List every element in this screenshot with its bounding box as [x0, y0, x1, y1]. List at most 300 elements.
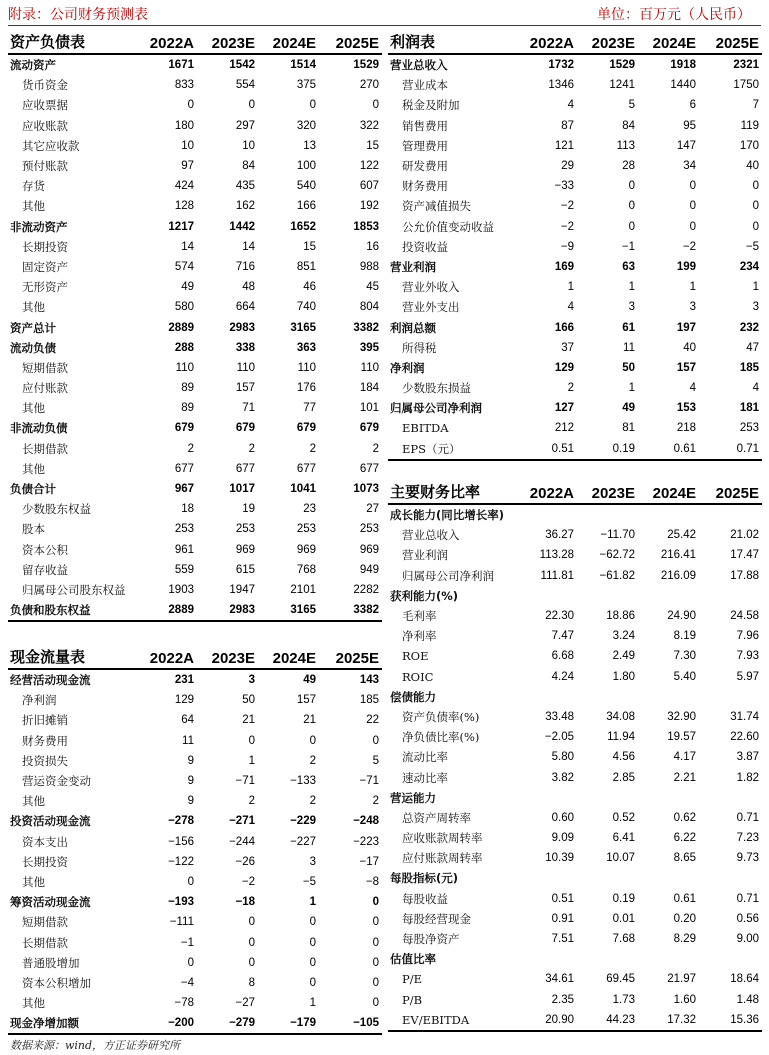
row-label: 成长能力(同比增长率)	[390, 508, 505, 523]
row-label: 每股经营现金	[402, 911, 471, 926]
row-value: 21	[242, 714, 255, 727]
row-value	[577, 788, 638, 808]
row-value	[638, 687, 699, 707]
row-label: 经营活动现金流	[10, 673, 91, 688]
table-row	[8, 973, 382, 993]
row-value: 17.47	[730, 549, 759, 562]
row-value: 1	[567, 281, 574, 294]
row-value	[516, 504, 577, 525]
table-row	[388, 808, 762, 828]
row-value: 2889	[168, 321, 194, 334]
row-value: 540	[296, 180, 316, 193]
row-label: 预付账款	[22, 159, 68, 174]
row-value: 288	[174, 341, 194, 354]
row-value: 9.73	[736, 852, 759, 865]
row-value: 1652	[290, 220, 316, 233]
row-value: 49	[181, 281, 194, 294]
row-value: 0	[248, 99, 255, 112]
table-row	[8, 257, 382, 277]
row-value: 11	[623, 341, 635, 354]
table-row	[388, 969, 762, 989]
row-value: 0	[248, 916, 255, 929]
row-value: 216.41	[660, 549, 696, 562]
row-value: 9.00	[736, 933, 759, 946]
table-row	[8, 580, 382, 600]
table-row	[388, 687, 762, 707]
row-value: 1	[752, 281, 759, 294]
year-header: 2022A	[516, 478, 577, 504]
row-value: 14	[181, 240, 194, 253]
row-value: 197	[676, 321, 696, 334]
row-value: 2101	[290, 583, 316, 596]
table-row	[388, 54, 762, 75]
row-value: −26	[235, 855, 255, 868]
row-value: 1.80	[612, 670, 635, 683]
row-value: 18.86	[606, 610, 635, 623]
row-label: 无形资产	[22, 280, 68, 295]
row-label: 其他	[22, 199, 45, 214]
row-value: 253	[235, 523, 255, 536]
row-value: 24.90	[667, 610, 696, 623]
table-row	[8, 710, 382, 730]
row-label: 非流动负债	[10, 421, 68, 436]
row-value: 1.73	[612, 993, 635, 1006]
row-label: EV/EBITDA	[388, 1010, 516, 1031]
table-row	[388, 929, 762, 949]
row-value: −78	[174, 997, 194, 1010]
table-row	[388, 868, 762, 888]
table-row	[8, 892, 382, 912]
row-value: 49	[303, 674, 316, 687]
row-value: 113	[616, 139, 635, 152]
year-header: 2022A	[136, 643, 197, 669]
table-row	[8, 398, 382, 418]
table-row	[8, 237, 382, 257]
row-value: 0	[752, 180, 759, 193]
row-value: 22.30	[545, 610, 574, 623]
row-value: 0	[752, 200, 759, 213]
row-value: 435	[235, 180, 255, 193]
row-value: 363	[296, 341, 316, 354]
row-value: 0	[628, 220, 635, 233]
row-value: 3	[248, 674, 255, 687]
row-value: 29	[561, 160, 574, 173]
table-row	[388, 196, 762, 216]
row-value: 7	[752, 99, 759, 112]
row-value: 338	[235, 341, 255, 354]
row-value: 45	[366, 281, 379, 294]
row-value: 679	[174, 422, 194, 435]
row-value: 0.71	[736, 811, 759, 824]
row-value: 157	[296, 694, 316, 707]
table-row	[8, 418, 382, 438]
row-value: 129	[174, 694, 194, 707]
row-label: P/B	[402, 992, 423, 1007]
table-row	[8, 690, 382, 710]
row-value: 8	[248, 976, 255, 989]
row-value: 0	[187, 956, 194, 969]
row-value: 679	[296, 422, 316, 435]
row-label: ROE	[402, 649, 429, 664]
row-value: 1	[689, 281, 696, 294]
row-value: 37	[561, 341, 574, 354]
row-value: 48	[242, 281, 255, 294]
row-value: 1.60	[673, 993, 696, 1006]
table-header-row	[8, 28, 382, 54]
table-row	[388, 646, 762, 666]
row-value: 2282	[353, 583, 379, 596]
row-value: 2.49	[612, 650, 635, 663]
row-value: 121	[554, 139, 574, 152]
row-value: −2.05	[544, 731, 574, 744]
row-value: 21.97	[667, 973, 696, 986]
row-label: 管理费用	[402, 138, 448, 153]
row-value: 89	[181, 382, 194, 395]
row-value: 0.71	[699, 439, 762, 460]
row-value: 127	[554, 402, 574, 415]
row-value: 677	[296, 462, 316, 475]
row-value: 2	[187, 442, 194, 455]
row-label: 获利能力(%)	[390, 588, 459, 603]
row-value: 7.51	[551, 933, 574, 946]
row-value: −133	[290, 775, 316, 788]
row-value: 679	[235, 422, 255, 435]
row-value: 0.51	[551, 892, 574, 905]
row-value: 253	[359, 523, 379, 536]
row-label: ROIC	[402, 669, 434, 684]
row-value: 33.48	[545, 710, 574, 723]
row-label: 应付账款周转率	[402, 851, 483, 866]
row-value	[638, 949, 699, 969]
row-value: 110	[297, 361, 316, 374]
table-title: 资产负债表	[8, 28, 136, 54]
row-value: 679	[359, 422, 379, 435]
row-value: −4	[180, 976, 194, 989]
row-value: −8	[365, 875, 379, 888]
row-value: −18	[235, 896, 255, 909]
row-value: 0	[689, 180, 696, 193]
row-label: 每股指标(元)	[390, 871, 459, 886]
row-value: 3165	[290, 321, 316, 334]
year-header: 2025E	[699, 478, 762, 504]
row-label: 普通股增加	[22, 955, 80, 970]
row-value: −61.82	[599, 569, 635, 582]
row-value: 0.56	[736, 912, 759, 925]
table-header-row	[8, 643, 382, 669]
row-label: 少数股东损益	[402, 381, 471, 396]
balance-sheet-table-block	[8, 28, 382, 622]
row-value: 2	[309, 754, 316, 767]
row-value: 988	[359, 260, 379, 273]
table-row	[8, 852, 382, 872]
row-value: 0.60	[551, 811, 574, 824]
row-value: 322	[359, 119, 379, 132]
row-value: 166	[554, 321, 574, 334]
row-label: 每股净资产	[402, 932, 460, 947]
table-row	[8, 832, 382, 852]
row-value: 50	[242, 694, 255, 707]
row-label: 资本公积	[22, 542, 68, 557]
row-value: 2889	[136, 600, 197, 621]
row-value: 0.61	[673, 892, 696, 905]
row-value: −2	[682, 240, 696, 253]
row-value: 3	[689, 301, 696, 314]
row-value: 2	[567, 382, 574, 395]
row-value: 0	[309, 916, 316, 929]
row-value: 2	[372, 795, 379, 808]
row-value: 180	[174, 119, 194, 132]
row-value: 69.45	[606, 973, 635, 986]
row-value: −17	[359, 855, 379, 868]
table-row	[388, 378, 762, 398]
table-row	[8, 156, 382, 176]
row-value: 32.90	[667, 710, 696, 723]
row-value: 5.40	[673, 670, 696, 683]
row-value: 36.27	[545, 529, 574, 542]
row-value: 1903	[168, 583, 194, 596]
row-label: EPS（元）	[388, 439, 516, 460]
table-row	[388, 95, 762, 115]
table-row	[8, 811, 382, 831]
row-label: 股本	[22, 522, 45, 537]
row-value: 9.09	[551, 832, 574, 845]
row-value: −5	[302, 875, 316, 888]
row-label: 利润总额	[390, 320, 436, 335]
row-value: 574	[174, 260, 194, 273]
row-value: 9	[187, 795, 194, 808]
table-row	[388, 889, 762, 909]
row-value: 833	[174, 79, 194, 92]
row-value: 40	[746, 160, 759, 173]
row-value	[516, 687, 577, 707]
table-row	[8, 217, 382, 237]
row-label: 其他	[22, 401, 45, 416]
row-value: 0	[628, 180, 635, 193]
row-value: 2321	[733, 59, 759, 72]
row-label: 每股收益	[402, 891, 448, 906]
table-row	[388, 257, 762, 277]
row-label: 研发费用	[402, 159, 448, 174]
row-value: 0	[248, 734, 255, 747]
row-label: 负债和股东权益	[8, 600, 136, 621]
row-value: 0	[309, 99, 316, 112]
unit-label: 单位：百万元（人民币）	[597, 7, 751, 23]
year-header: 2023E	[197, 643, 258, 669]
balance-sheet-table	[8, 28, 382, 622]
row-value: 2	[309, 442, 316, 455]
row-value: 3	[628, 301, 635, 314]
table-row	[388, 504, 762, 525]
row-value: 129	[554, 361, 574, 374]
header-divider	[8, 25, 761, 26]
row-value: 253	[296, 523, 316, 536]
year-header: 2023E	[197, 28, 258, 54]
ratios-table	[388, 478, 762, 1032]
row-value: 77	[303, 402, 316, 415]
row-value: 21.02	[730, 529, 759, 542]
row-value: 1.48	[736, 993, 759, 1006]
table-title: 主要财务比率	[388, 478, 516, 504]
row-value: 10	[181, 139, 194, 152]
table-row	[8, 358, 382, 378]
row-value: 17.88	[730, 569, 759, 582]
row-value: 34.61	[545, 973, 574, 986]
row-value: −5	[745, 240, 759, 253]
row-value: 0	[187, 875, 194, 888]
row-value: −278	[168, 815, 194, 828]
row-value: 1346	[548, 79, 574, 92]
row-value: 232	[739, 321, 759, 334]
table-row	[8, 176, 382, 196]
row-value: 1918	[670, 59, 696, 72]
row-value: 554	[235, 79, 255, 92]
cash-flow-table-block	[8, 643, 382, 1035]
row-value: 0	[372, 916, 379, 929]
row-value: 181	[739, 402, 759, 415]
row-value: 0.61	[638, 439, 699, 460]
row-value: 71	[242, 402, 255, 415]
row-value: −2	[560, 200, 574, 213]
row-value: 4	[689, 382, 696, 395]
row-value	[516, 949, 577, 969]
row-label: 短期借款	[22, 915, 68, 930]
row-label: EBITDA	[402, 421, 449, 436]
row-value: 212	[554, 422, 574, 435]
row-value: −200	[136, 1013, 197, 1034]
table-row	[388, 116, 762, 136]
row-value: −271	[229, 815, 255, 828]
row-value	[516, 868, 577, 888]
row-value: 253	[739, 422, 759, 435]
row-label: 应收账款周转率	[402, 831, 483, 846]
row-label: 营业利润	[402, 548, 448, 563]
row-label: 投资收益	[402, 239, 448, 254]
table-row	[8, 378, 382, 398]
row-value: −179	[258, 1013, 319, 1034]
income-statement-table	[388, 28, 762, 461]
row-value: 768	[296, 563, 316, 576]
row-label: 投资损失	[22, 753, 68, 768]
row-value: 111.81	[540, 569, 574, 582]
row-value: 0	[372, 896, 379, 909]
row-value: 2983	[197, 600, 258, 621]
row-value: 15	[366, 139, 379, 152]
row-value	[699, 586, 762, 606]
row-value: 961	[174, 543, 194, 556]
row-value: 147	[676, 139, 696, 152]
row-value: 34	[683, 160, 696, 173]
table-row	[8, 95, 382, 115]
row-value: 615	[235, 563, 255, 576]
row-value: 10	[242, 139, 255, 152]
row-value: 6.41	[612, 832, 635, 845]
table-row	[388, 626, 762, 646]
row-value: 1542	[229, 59, 255, 72]
table-row	[388, 156, 762, 176]
row-value: 100	[296, 160, 316, 173]
row-value: 5	[372, 754, 379, 767]
row-label: 长期借款	[22, 935, 68, 950]
row-value: 14	[242, 240, 255, 253]
row-value: 3.24	[612, 630, 635, 643]
row-value: 3382	[353, 321, 379, 334]
row-value: 0.71	[736, 892, 759, 905]
row-label: 非流动资产	[10, 219, 68, 234]
row-label: 其他	[22, 996, 45, 1011]
row-value: 1750	[733, 79, 759, 92]
row-value: 1529	[609, 59, 635, 72]
row-value: 5.97	[736, 670, 759, 683]
row-label: 流动负债	[10, 340, 56, 355]
row-value: 3.82	[551, 771, 574, 784]
row-value: 9	[187, 775, 194, 788]
row-value: 0	[689, 220, 696, 233]
row-value: −33	[554, 180, 574, 193]
row-value: 84	[622, 119, 635, 132]
row-label: 短期借款	[22, 360, 68, 375]
row-value: 84	[242, 160, 255, 173]
row-value: 1041	[290, 483, 316, 496]
row-value: 22.60	[730, 731, 759, 744]
row-value: −111	[169, 916, 194, 929]
row-label: 速动比率	[402, 770, 448, 785]
row-value: 47	[746, 341, 759, 354]
row-value: 1529	[353, 59, 379, 72]
row-value	[699, 868, 762, 888]
row-label: 营业总收入	[402, 528, 460, 543]
row-label: 应收票据	[22, 98, 68, 113]
year-header: 2023E	[577, 478, 638, 504]
table-row	[8, 75, 382, 95]
row-value: 4	[567, 99, 574, 112]
row-value: 110	[360, 361, 379, 374]
row-value: 297	[235, 119, 255, 132]
row-value: 1	[628, 281, 635, 294]
row-value: 13	[303, 139, 316, 152]
row-value	[577, 949, 638, 969]
row-value: 28	[622, 160, 635, 173]
row-value: 270	[359, 79, 379, 92]
row-value: 8.19	[673, 630, 696, 643]
row-value: 122	[359, 160, 379, 173]
row-value: 2	[309, 795, 316, 808]
row-value: 95	[683, 119, 696, 132]
row-label: 资产负债率(%)	[402, 709, 480, 724]
row-value: 185	[359, 694, 379, 707]
row-value: 166	[296, 200, 316, 213]
row-value: 7.96	[736, 630, 759, 643]
table-row	[388, 136, 762, 156]
row-value: 2983	[229, 321, 255, 334]
year-header: 2022A	[136, 28, 197, 54]
row-value: 10.39	[545, 852, 574, 865]
row-value: 64	[181, 714, 194, 727]
row-label: P/E	[402, 972, 423, 987]
appendix-title: 附录：公司财务预测表	[8, 7, 148, 23]
year-header: 2025E	[699, 28, 762, 54]
row-value: 1	[309, 997, 316, 1010]
row-label: 应付账款	[22, 381, 68, 396]
row-value: 176	[296, 382, 316, 395]
row-value: 0.62	[673, 811, 696, 824]
row-value: 185	[739, 361, 759, 374]
row-value: 375	[296, 79, 316, 92]
row-value: −62.72	[599, 549, 635, 562]
table-row	[8, 136, 382, 156]
row-value: 7.30	[673, 650, 696, 663]
row-value: 1	[248, 754, 255, 767]
row-label: 其他	[22, 794, 45, 809]
